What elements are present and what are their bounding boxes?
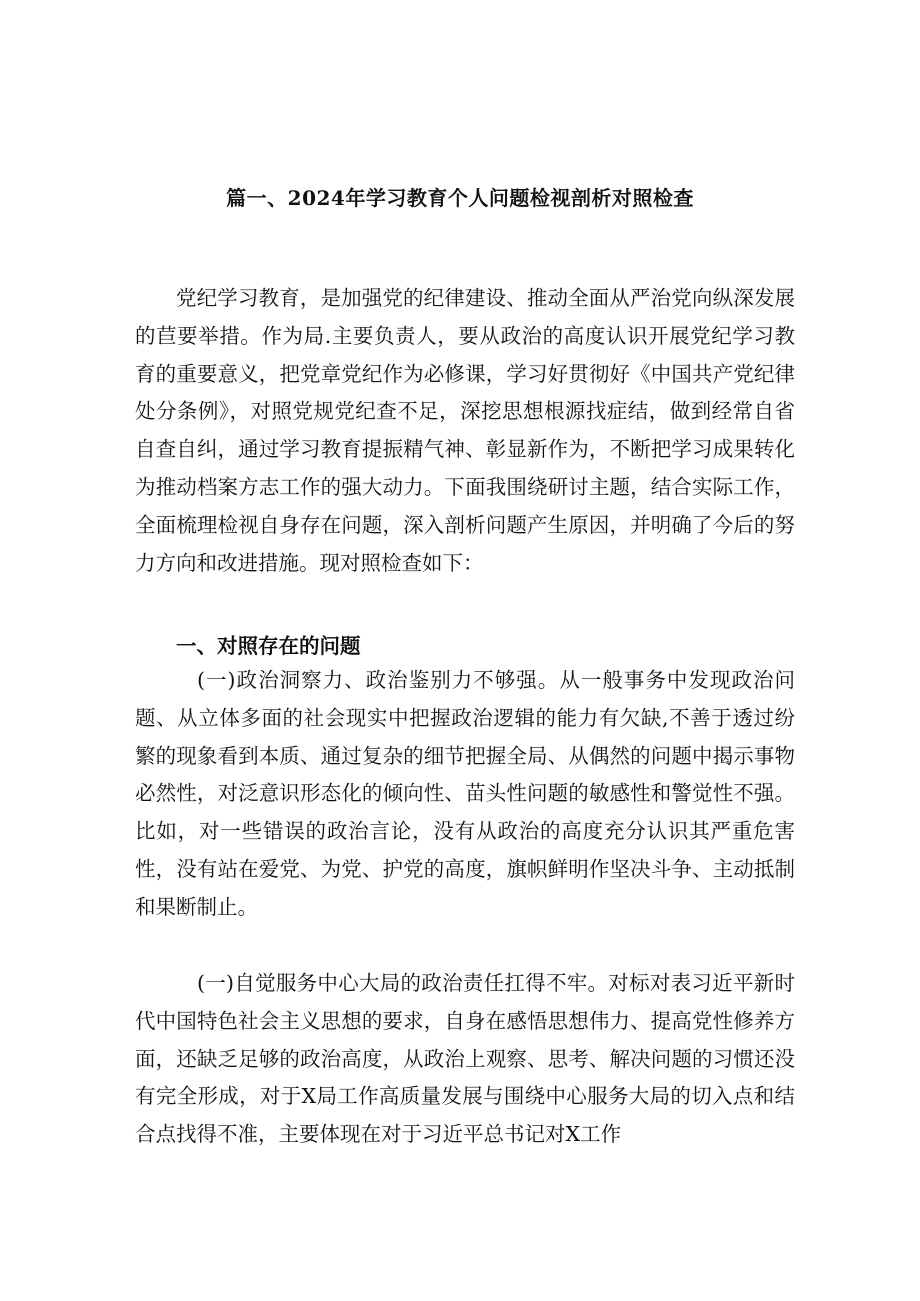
section-heading-problems: 一、对照存在的问题 <box>176 634 361 658</box>
paragraph-political-insight: (一)政治洞察力、政治鉴别力不够强。从一般事务中发现政治问题、从立体多面的社会现实中把握政治逻辑的能力有欠缺,不善于透过纷繁的现象看到本质、通过复杂的细节把握全局、从偶然的问题中揭示事物必然性，对泛意识形态化的倾向性、苗头性问题的敏感性和警觉性不强。比如，对一些错误的政治言论，没有从政治的高度充分认识其严重危害性，没有站在爱党、为党、护党的高度，旗帜鲜明作坚决斗争、主动抵制和果断制止。 <box>135 668 795 919</box>
document-title: 篇一、2024年学习教育个人问题检视剖析对照检查 <box>226 186 694 210</box>
paragraph-service-responsibility: (一)自觉服务中心大局的政治责任扛得不牢。对标对表习近平新时代中国特色社会主义思想的要求，自身在感悟思想伟力、提高党性修养方面，还缺乏足够的政治高度，从政治上观察、思考、解决问题的习惯还没有完全形成，对于X局工作高质量发展与围绕中心服务大局的切入点和结合点找得不准，主要体现在对于习近平总书记对X工作 <box>135 971 795 1147</box>
paragraph-intro: 党纪学习教育，是加强党的纪律建设、推动全面从严治党向纵深发展的苣要举措。作为局.主要负责人，要从政治的高度认识开展党纪学习教育的重要意义，把党章党纪作为必修课，学习好贯彻好《中国共产党纪律处分条例》，对照党规党纪查不足，深挖思想根源找症结，做到经常自省自查自纠，通过学习教育提振精气神、彰显新作为，不断把学习成果转化为推动档案方志工作的强大动力。下面我围绕研讨主题，结合实际工作，全面梳理检视自身存在问题，深入剖析问题产生原因，并明确了今后的努力方向和改进措施。现对照检查如下： <box>135 286 795 575</box>
